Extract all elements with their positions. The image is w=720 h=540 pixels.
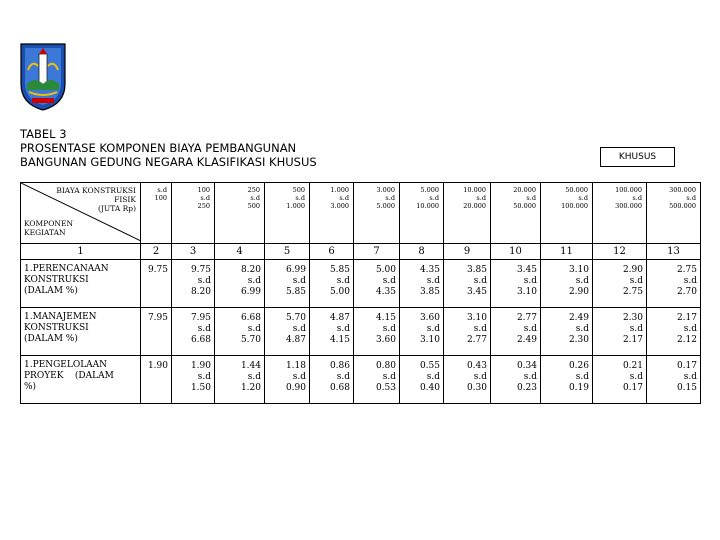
percentage-cell: 7.95 [141, 308, 172, 356]
percentage-cell: 7.95 s.d 6.68 [172, 308, 215, 356]
column-number: 3 [172, 244, 215, 260]
percentage-cell: 2.17 s.d 2.12 [647, 308, 701, 356]
data-rows [21, 260, 701, 404]
title-line-3: BANGUNAN GEDUNG NEGARA KLASIFIKASI KHUSUS [20, 155, 317, 169]
column-number: 2 [141, 244, 172, 260]
percentage-cell: 0.55 s.d 0.40 [400, 356, 444, 404]
range-header: 500 s.d 1.000 [265, 183, 310, 244]
table-row [21, 356, 701, 404]
range-header: 1.000 s.d 3.000 [310, 183, 354, 244]
column-number: 4 [215, 244, 265, 260]
percentage-cell: 5.85 s.d 5.00 [310, 260, 354, 308]
percentage-cell: 3.45 s.d 3.10 [491, 260, 541, 308]
table-row [21, 260, 701, 308]
percentage-cell: 8.20 s.d 6.99 [215, 260, 265, 308]
percentage-cell: 0.34 s.d 0.23 [491, 356, 541, 404]
percentage-cell: 2.75 s.d 2.70 [647, 260, 701, 308]
percentage-cell: 3.10 s.d 2.90 [541, 260, 593, 308]
percentage-cell: 6.68 s.d 5.70 [215, 308, 265, 356]
column-number: 1 [21, 244, 141, 260]
range-header: 50.000 s.d 100.000 [541, 183, 593, 244]
document-title [20, 127, 317, 169]
row-label: 1.PERENCANAAN KONSTRUKSI (DALAM %) [21, 260, 141, 308]
east-java-emblem-icon [18, 40, 68, 112]
percentage-cell: 5.70 s.d 4.87 [265, 308, 310, 356]
percentage-cell: 2.49 s.d 2.30 [541, 308, 593, 356]
range-header: s.d 100 [141, 183, 172, 244]
column-number: 6 [310, 244, 354, 260]
row-label: 1.MANAJEMEN KONSTRUKSI (DALAM %) [21, 308, 141, 356]
percentage-cell: 1.44 s.d 1.20 [215, 356, 265, 404]
percentage-cell: 5.00 s.d 4.35 [354, 260, 400, 308]
percentage-cell: 3.10 s.d 2.77 [444, 308, 491, 356]
percentage-cell: 3.60 s.d 3.10 [400, 308, 444, 356]
component-activity-label: KOMPONEN KEGIATAN [24, 219, 74, 237]
column-number: 5 [265, 244, 310, 260]
column-number: 12 [593, 244, 647, 260]
percentage-cell: 0.21 s.d 0.17 [593, 356, 647, 404]
percentage-cell: 4.87 s.d 4.15 [310, 308, 354, 356]
row-label: 1.PENGELOLAAN PROYEK (DALAM %) [21, 356, 141, 404]
column-number: 10 [491, 244, 541, 260]
percentage-cell: 9.75 s.d 8.20 [172, 260, 215, 308]
table-row [21, 308, 701, 356]
percentage-cell: 3.85 s.d 3.45 [444, 260, 491, 308]
percentage-cell: 1.18 s.d 0.90 [265, 356, 310, 404]
range-header: 300.000 s.d 500.000 [647, 183, 701, 244]
percentage-cell: 1.90 s.d 1.50 [172, 356, 215, 404]
percentage-cell: 9.75 [141, 260, 172, 308]
percentage-cell: 1.90 [141, 356, 172, 404]
range-header: 5.000 s.d 10.000 [400, 183, 444, 244]
column-number-row [21, 244, 701, 260]
range-header: 20.000 s.d 50.000 [491, 183, 541, 244]
percentage-cell: 0.80 s.d 0.53 [354, 356, 400, 404]
percentage-cell: 4.35 s.d 3.85 [400, 260, 444, 308]
range-header: 100 s.d 250 [172, 183, 215, 244]
percentage-cell: 4.15 s.d 3.60 [354, 308, 400, 356]
percentage-cell: 2.77 s.d 2.49 [491, 308, 541, 356]
construction-cost-label: BIAYA KONSTRUKSI FISIK (JUTA Rp) [56, 186, 136, 213]
column-number: 13 [647, 244, 701, 260]
column-number: 8 [400, 244, 444, 260]
range-header: 100.000 s.d 300.000 [593, 183, 647, 244]
column-number: 9 [444, 244, 491, 260]
percentage-cell: 2.30 s.d 2.17 [593, 308, 647, 356]
percentage-cell: 2.90 s.d 2.75 [593, 260, 647, 308]
range-header: 3.000 s.d 5.000 [354, 183, 400, 244]
percentage-cell: 0.86 s.d 0.68 [310, 356, 354, 404]
khusus-label-box: KHUSUS [600, 147, 675, 167]
cost-component-table [20, 182, 701, 404]
percentage-cell: 0.17 s.d 0.15 [647, 356, 701, 404]
range-header: 250 s.d 500 [215, 183, 265, 244]
percentage-cell: 6.99 s.d 5.85 [265, 260, 310, 308]
range-header: 10.000 s.d 20.000 [444, 183, 491, 244]
header-row [21, 183, 701, 244]
column-number: 7 [354, 244, 400, 260]
percentage-cell: 0.43 s.d 0.30 [444, 356, 491, 404]
diagonal-header-cell [21, 183, 141, 244]
title-line-1: TABEL 3 [20, 127, 67, 141]
column-number: 11 [541, 244, 593, 260]
title-line-2: PROSENTASE KOMPONEN BIAYA PEMBANGUNAN [20, 141, 297, 155]
percentage-cell: 0.26 s.d 0.19 [541, 356, 593, 404]
